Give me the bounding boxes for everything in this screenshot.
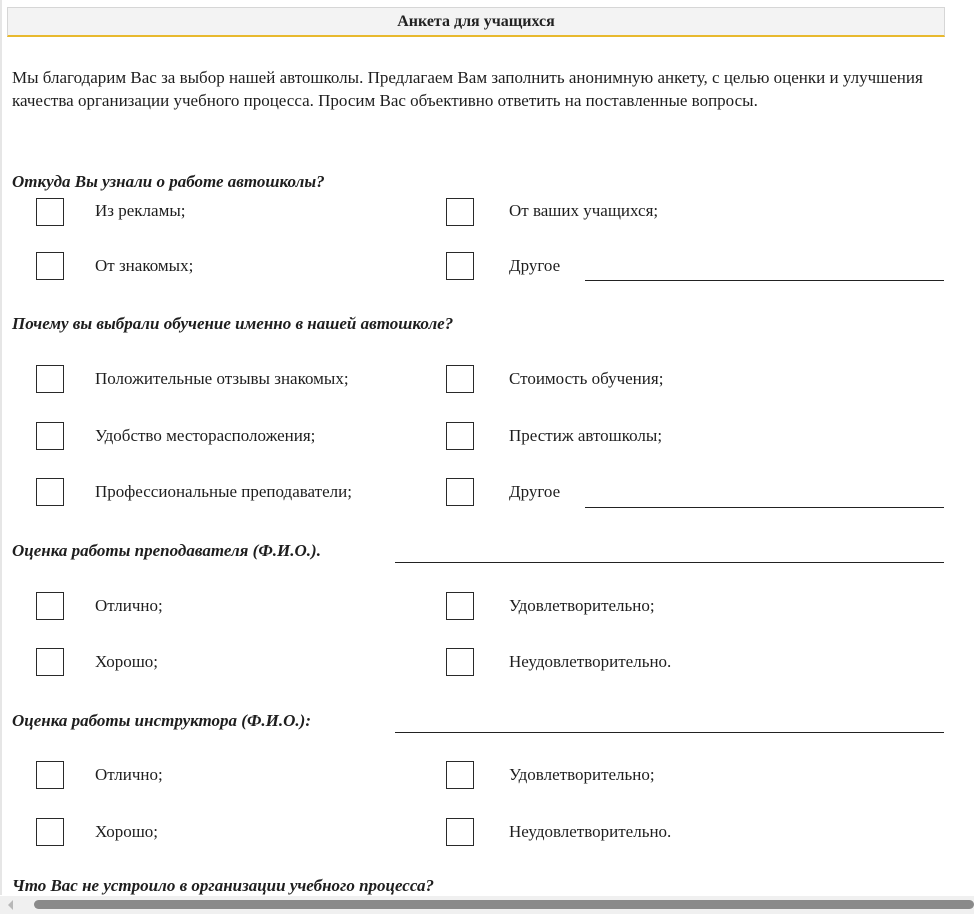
- checkbox[interactable]: [446, 252, 474, 280]
- option-label: Другое: [509, 482, 561, 501]
- question-title: Почему вы выбрали обучение именно в нашей автошколе?: [12, 314, 454, 333]
- option-label: Удобство месторасположения;: [95, 426, 316, 445]
- question-title: Что Вас не устроило в организации учебного процесса?: [12, 876, 434, 895]
- option-label: От знакомых;: [95, 256, 194, 275]
- option-label: Престиж автошколы;: [509, 426, 663, 445]
- option-label: Отлично;: [95, 596, 163, 615]
- other-answer-line[interactable]: [585, 507, 944, 508]
- instructor-name-line[interactable]: [395, 732, 944, 733]
- option-label: Удовлетворительно;: [509, 765, 655, 784]
- checkbox[interactable]: [446, 592, 474, 620]
- intro-paragraph: Мы благодарим Вас за выбор нашей автошколы. Предлагаем Вам заполнить анонимную анкету, с целью оценки и улучшения качества организации учебного процесса. Просим Вас объективно ответить на поставленные вопросы.: [12, 68, 923, 110]
- option-label: Хорошо;: [95, 822, 159, 841]
- option-label: Отлично;: [95, 765, 163, 784]
- checkbox[interactable]: [36, 422, 64, 450]
- checkbox[interactable]: [36, 252, 64, 280]
- option-label: Удовлетворительно;: [509, 596, 655, 615]
- option-label: Из рекламы;: [95, 201, 186, 220]
- checkbox[interactable]: [36, 365, 64, 393]
- page-left-border: [0, 0, 2, 895]
- checkbox[interactable]: [446, 365, 474, 393]
- scrollbar-thumb[interactable]: [34, 900, 974, 909]
- option-label: Профессиональные преподаватели;: [95, 482, 352, 501]
- scroll-left-arrow-icon[interactable]: [8, 900, 13, 910]
- checkbox[interactable]: [36, 818, 64, 846]
- checkbox[interactable]: [36, 592, 64, 620]
- checkbox[interactable]: [446, 761, 474, 789]
- question-title: Оценка работы преподавателя (Ф.И.О.).: [12, 541, 321, 560]
- option-label: Другое: [509, 256, 561, 275]
- option-label: Стоимость обучения;: [509, 369, 664, 388]
- question-title: Оценка работы инструктора (Ф.И.О.):: [12, 711, 311, 730]
- checkbox[interactable]: [446, 648, 474, 676]
- teacher-name-line[interactable]: [395, 562, 944, 563]
- option-label: Неудовлетворительно.: [509, 652, 672, 671]
- checkbox[interactable]: [446, 198, 474, 226]
- checkbox[interactable]: [36, 648, 64, 676]
- checkbox[interactable]: [446, 422, 474, 450]
- option-label: Хорошо;: [95, 652, 159, 671]
- checkbox[interactable]: [36, 198, 64, 226]
- other-answer-line[interactable]: [585, 280, 944, 281]
- checkbox[interactable]: [36, 761, 64, 789]
- option-label: Положительные отзывы знакомых;: [95, 369, 349, 388]
- option-label: Неудовлетворительно.: [509, 822, 672, 841]
- question-title: Откуда Вы узнали о работе автошколы?: [12, 172, 325, 191]
- checkbox[interactable]: [446, 478, 474, 506]
- checkbox[interactable]: [36, 478, 64, 506]
- option-label: От ваших учащихся;: [509, 201, 659, 220]
- form-header: [7, 7, 945, 37]
- form-title: Анкета для учащихся: [397, 12, 555, 30]
- checkbox[interactable]: [446, 818, 474, 846]
